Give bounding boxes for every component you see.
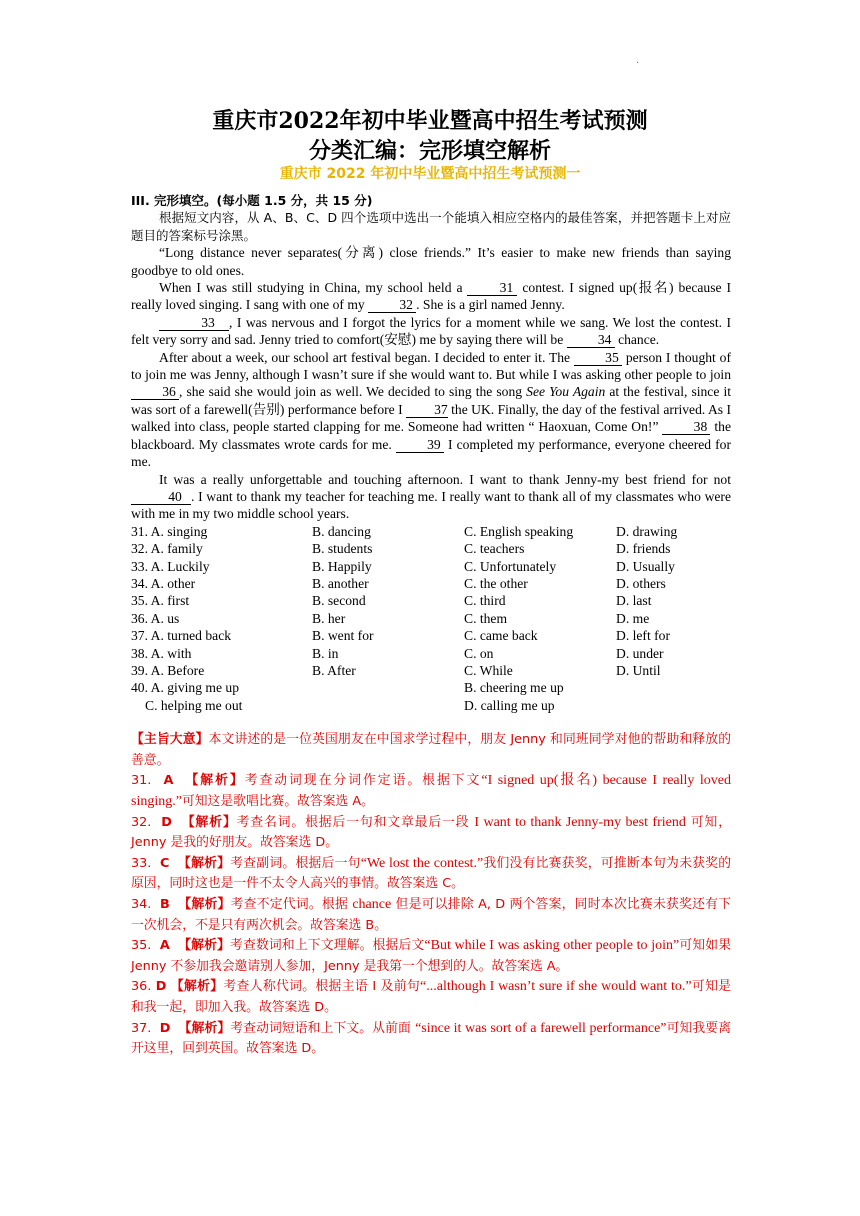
passage-paragraph-2: When I was still studying in China, my school held a 31 contest. I signed up(报名) because I really loved singing. I sang with one of my 32 . She is a girl named Jenny.: [131, 280, 732, 313]
answer-analysis: [131, 730, 731, 1060]
analysis-item-33: 33. C 【解析】考查副词。根据后一句“We lost the contest.”我们没有比赛获奖，可推断本句为未获奖的原因，同时这也是一件不太令人高兴的事情。故答案选 C。: [131, 855, 732, 892]
blank-40: 40: [131, 489, 191, 505]
blank-38: 38: [662, 419, 710, 435]
blank-34: 34: [567, 332, 615, 348]
passage-paragraph-3: 33 , I was nervous and I forgot the lyrics for a moment while we sang. We lost the contest. I felt very sorry and sad. Jenny tried to comfort(安慰) me by saying there will be 34 chance.: [131, 314, 731, 348]
option-row: 34. A. other B. another C. the other D. others: [131, 575, 666, 591]
option-row-40b: C. helping me out D. calling me up: [145, 697, 555, 713]
analysis-item-31: 31. A 【解析】考查动词现在分词作定语。根据下文“I signed up(报名) because I really loved singing.”可知这是歌唱比赛。故答案选 A。: [131, 773, 731, 809]
option-row: 39. A. Before B. After C. While D. Until: [131, 662, 661, 678]
blank-39: 39: [396, 437, 444, 453]
page-subtitle: 分类汇编：完形填空解析: [308, 138, 551, 164]
exam-source: 重庆市 2022 年初中毕业暨高中招生考试预测一: [279, 166, 581, 182]
option-row: 37. A. turned back B. went for C. came back D. left for: [131, 628, 670, 644]
passage-paragraph-5: It was a really unforgettable and touching afternoon. I want to thank Jenny-my best friend for not 40 . I want to thank my teacher for teaching me. I really want to thank all of my classmates who were with me in my two middle school years.: [131, 471, 731, 522]
blank-35: 35: [574, 350, 622, 366]
option-row: 33. A. Luckily B. Happily C. Unfortunately D. Usually: [131, 558, 675, 574]
analysis-item-36: 36. D 【解析】考查人称代词。根据主语 I 及前句“...although I wasn’t sure if she would want to.”可知是和我一起，即加入我。故答案选 D。: [131, 979, 732, 1015]
blank-32: 32: [368, 297, 416, 313]
content: [131, 192, 731, 1060]
instructions: 根据短文内容，从 A、B、C、D 四个选项中选出一个能填入相应空格内的最佳答案，并把答题卡上对应题目的答案标号涂黑。: [131, 210, 731, 243]
option-row-40a: 40. A. giving me up B. cheering me up: [131, 680, 564, 696]
option-row: 31. A. singing B. dancing C. English speaking D. drawing: [131, 523, 678, 539]
option-row: 35. A. first B. second C. third D. last: [131, 593, 652, 609]
page-title: 重庆市2022年初中毕业暨高中招生考试预测: [212, 108, 648, 134]
analysis-item-37: 37. D 【解析】考查动词短语和上下文。从前面 “since it was sort of a farewell performance”可知我要离开这里，回到英国。故答案选 D。: [131, 1020, 732, 1057]
option-row: 32. A. family B. students C. teachers D. friends: [131, 541, 671, 557]
song-title: See You Again: [526, 384, 606, 400]
analysis-item-35: 35. A 【解析】考查数词和上下文理解。根据后文“But while I was asking other people to join”可知如果 Jenny 不参加我会邀请别人参加，Jenny 是我第一个想到的人。故答案选 A。: [131, 938, 732, 974]
analysis-item-34: 34. B 【解析】考查不定代词。根据 chance 但是可以排除 A, D 两个答案，同时本次比赛未获奖还有下一次机会，不是只有两次机会。故答案选 B。: [131, 896, 731, 933]
analysis-item-32: 32. D 【解析】考查名词。根据后一句和文章最后一段 I want to thank Jenny-my best friend 可知，Jenny 是我的好朋友。故答案选 D。: [131, 814, 732, 851]
blank-36: 36: [131, 384, 179, 400]
header-mark: ·: [636, 58, 640, 69]
passage-paragraph-1: “Long distance never separates(分离) close friends.” It’s easier to make new friends than saying goodbye to old ones.: [131, 245, 731, 278]
option-row: 38. A. with B. in C. on D. under: [131, 645, 664, 661]
passage-paragraph-4: After about a week, our school art festival began. I decided to enter it. The 35 person I thought of to join me was Jenny, although I wasn’t sure if she would want to. But while I was asking other people to join 36 , she said she would join as well. We decided to sing the song See You Again at the festival, since it was sort of a farewell(告别) performance before I 37 the UK. Finally, the day of the festival arrived. As I walked into class, people started clapping for me. Someone had written “ Haoxuan, Come On!” 38 the blackboard. My classmates wrote cards for me. 39 I completed my performance, everyone cheered for me.: [131, 349, 732, 470]
options-list: [131, 523, 731, 714]
blank-33: 33: [159, 315, 229, 331]
blank-31: 31: [467, 280, 517, 296]
section-heading: III. 完形填空。(每小题 1.5 分，共 15 分): [131, 193, 373, 208]
option-row: 36. A. us B. her C. them D. me: [131, 610, 650, 626]
main-idea: 【主旨大意】本文讲述的是一位英国朋友在中国求学过程中，朋友 Jenny 和同班同学对他的帮助和释放的善意。: [131, 732, 732, 768]
blank-37: 37: [406, 402, 448, 418]
